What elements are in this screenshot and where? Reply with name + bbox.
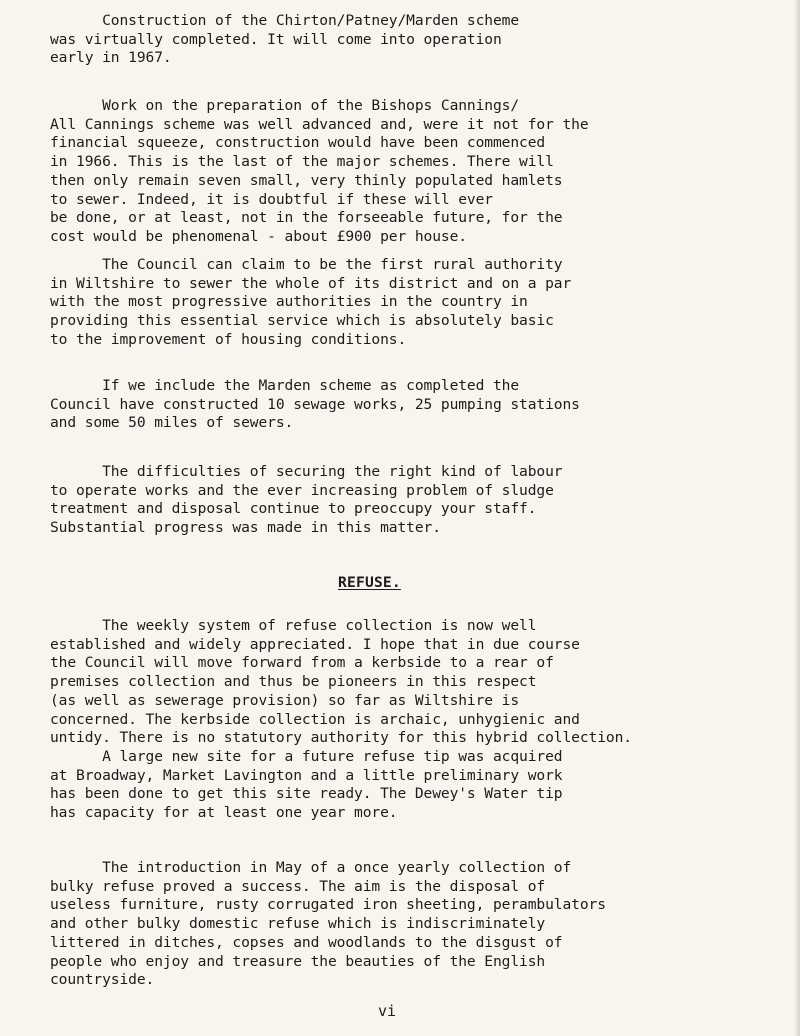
paragraph-council-claim: The Council can claim to be the first rural authority in Wiltshire to sewer the whole of its district and on a par with the most progressive authorities in the country in providing this essential service which is absolutely basic to the improvement of housing conditions. — [50, 256, 572, 348]
paragraph-refuse-collection: The weekly system of refuse collection is now well established and widely appreciated. I hope that in due course the Council will move forward from a kerbside to a rear of premises collection and thus be pioneers in this respect (as well as sewerage provision) so far as Wiltshire is concerned. The kerbside collection is archaic, unhygienic and untidy. There is no statutory authority for this hybrid collection. A large new site for a future refuse tip was acquired at Broadway, Market Lavington and a little preliminary work has been done to get this site ready. The Dewey's Water tip has capacity for at least one year more. — [50, 617, 632, 822]
section-heading-refuse: REFUSE. — [338, 574, 401, 591]
paragraph-chirton-scheme: Construction of the Chirton/Patney/Marden scheme was virtually completed. It will come into operation early in 1967. — [50, 12, 520, 67]
paragraph-labour-difficulties: The difficulties of securing the right kind of labour to operate works and the ever increasing problem of sludge treatment and disposal continue to preoccupy your staff. Substantial progress was made in this matter. — [50, 463, 563, 537]
page-number: vi — [378, 1002, 397, 1020]
paragraph-marden-scheme: If we include the Marden scheme as completed the Council have constructed 10 sewage works, 25 pumping stations and some 50 miles of sewers. — [50, 377, 580, 432]
paragraph-bishops-cannings-scheme: Work on the preparation of the Bishops Cannings/ All Cannings scheme was well advanced and, were it not for the financial squeeze, construction would have been commenced in 1966. This is the last of the major schemes. There will then only remain seven small, very thinly populated hamlets to sewer. Indeed, it is doubtful if these will ever be done, or at least, not in the forseeable future, for the cost would be phenomenal - about £900 per house. — [50, 97, 589, 245]
paragraph-bulky-refuse: The introduction in May of a once yearly collection of bulky refuse proved a success. The aim is the disposal of useless furniture, rusty corrugated iron sheeting, perambulators and other bulky domestic refuse which is indiscriminately littered in ditches, copses and woodlands to the disgust of people who enjoy and treasure the beauties of the English countryside. — [50, 859, 606, 989]
